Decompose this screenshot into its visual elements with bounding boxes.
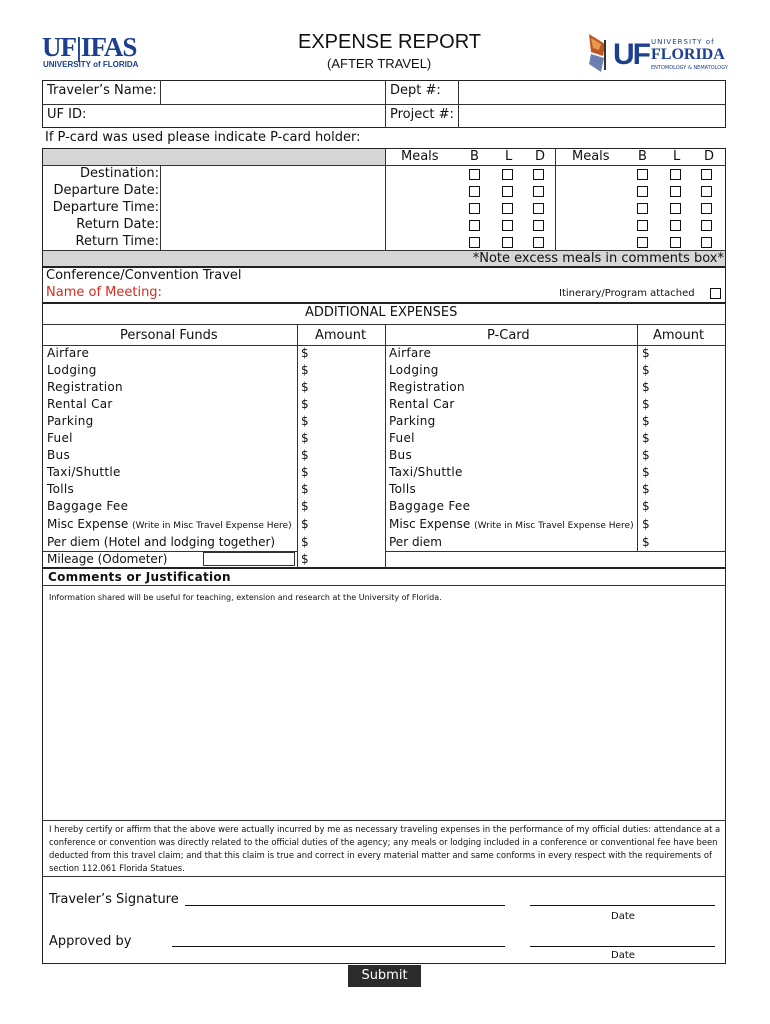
pcard-currency: $ — [642, 482, 650, 496]
uf-id-label: UF ID: — [47, 107, 87, 122]
lunch-checkbox[interactable] — [670, 169, 681, 180]
personal-amount-input[interactable] — [312, 465, 384, 481]
personal-expense-label: Registration — [47, 380, 123, 394]
misc-expense-label — [47, 517, 292, 531]
lunch-checkbox[interactable] — [670, 203, 681, 214]
meals-date-input[interactable] — [388, 166, 458, 248]
personal-funds-header: Personal Funds — [120, 328, 218, 343]
return-time-label: Return Time: — [75, 234, 159, 249]
pcard-amount-input[interactable] — [652, 499, 724, 515]
personal-currency: $ — [301, 465, 309, 479]
pcard-amount-input[interactable] — [652, 380, 724, 396]
dinner-checkbox[interactable] — [701, 203, 712, 214]
approved-by-line[interactable] — [172, 946, 505, 947]
destination-label: Destination: — [80, 166, 159, 181]
logo-florida: FLORIDA — [651, 46, 725, 63]
page-subtitle: (AFTER TRAVEL) — [327, 56, 432, 71]
breakfast-checkbox[interactable] — [637, 169, 648, 180]
itinerary-checkbox[interactable] — [710, 288, 721, 299]
pcard-currency: $ — [642, 448, 650, 462]
personal-currency: $ — [301, 397, 309, 411]
certification-text: I hereby certify or affirm that the above were actually incurred by me as necessary traveling expenses in the performance of my official duties: attendance at a conference or convention was directly related to the official duties of the agency; any meals or lodging included in a conference or conventional fee have been deducted from this travel claim; and that this claim is true and correct in every material matter and same conforms in every respect with the requirements of section 112.061 Florida Statues. — [49, 824, 721, 873]
breakfast-checkbox[interactable] — [469, 169, 480, 180]
return-time-input[interactable] — [162, 234, 384, 250]
meeting-name-label: Name of Meeting: — [46, 285, 162, 300]
personal-currency: $ — [301, 380, 309, 394]
breakfast-header-1: B — [470, 149, 479, 164]
personal-currency: $ — [301, 431, 309, 445]
breakfast-checkbox[interactable] — [469, 237, 480, 248]
breakfast-checkbox[interactable] — [637, 203, 648, 214]
per-diem-personal-label: Per diem (Hotel and lodging together) — [47, 535, 276, 549]
lunch-checkbox[interactable] — [502, 169, 513, 180]
lunch-checkbox[interactable] — [502, 203, 513, 214]
travelers-signature-line[interactable] — [185, 905, 505, 906]
lunch-checkbox[interactable] — [670, 186, 681, 197]
departure-date-input[interactable] — [162, 183, 384, 199]
mileage-label: Mileage (Odometer) — [47, 552, 168, 566]
personal-expense-label: Parking — [47, 414, 94, 428]
meeting-name-input[interactable] — [170, 284, 550, 301]
personal-amount-input[interactable] — [312, 363, 384, 379]
pcard-currency: $ — [642, 465, 650, 479]
pcard-expense-label: Baggage Fee — [389, 499, 471, 513]
signature-date-label: Date — [611, 911, 635, 922]
signature-date-line[interactable] — [530, 905, 715, 906]
breakfast-checkbox[interactable] — [469, 203, 480, 214]
personal-amount-input[interactable] — [312, 448, 384, 464]
project-label: Project #: — [390, 107, 454, 122]
breakfast-checkbox[interactable] — [637, 186, 648, 197]
submit-button[interactable] — [348, 965, 421, 987]
return-date-label: Return Date: — [76, 217, 159, 232]
ufifas-logo-sub: UNIVERSITY of FLORIDA — [43, 60, 139, 69]
logo-dept: ENTOMOLOGY & NEMATOLOGY — [651, 65, 728, 71]
personal-amount-input[interactable] — [312, 397, 384, 413]
pcard-currency: $ — [642, 499, 650, 513]
dinner-checkbox[interactable] — [701, 169, 712, 180]
excess-meals-note: *Note excess meals in comments box* — [472, 251, 724, 266]
personal-expense-label: Fuel — [47, 431, 73, 445]
personal-expense-label: Airfare — [47, 346, 90, 360]
pcard-currency: $ — [642, 517, 650, 531]
approved-date-line[interactable] — [530, 946, 715, 947]
pcard-currency: $ — [642, 431, 650, 445]
dinner-checkbox[interactable] — [533, 169, 544, 180]
pcard-holder-label: If P-card was used please indicate P-card holder: — [45, 130, 361, 145]
dinner-header-2: D — [704, 149, 715, 164]
breakfast-header-2: B — [638, 149, 647, 164]
breakfast-checkbox[interactable] — [469, 186, 480, 197]
pcard-currency: $ — [642, 346, 650, 360]
personal-amount-input[interactable] — [312, 431, 384, 447]
expenses-title: ADDITIONAL EXPENSES — [305, 305, 458, 320]
comments-textarea[interactable] — [44, 587, 724, 819]
logo-university-of: UNIVERSITY of — [651, 38, 715, 46]
pcard-amount-input[interactable] — [652, 363, 724, 379]
lunch-checkbox[interactable] — [670, 220, 681, 231]
pcard-amount-input[interactable] — [652, 431, 724, 447]
personal-currency: $ — [301, 552, 309, 566]
misc-expense-text: Misc Expense — [47, 517, 129, 531]
pcard-misc-label — [389, 517, 634, 531]
personal-currency: $ — [301, 482, 309, 496]
dinner-header-1: D — [535, 149, 546, 164]
pcard-expense-label: Parking — [389, 414, 436, 428]
pcard-holder-input[interactable] — [370, 129, 724, 146]
lunch-header-1: L — [505, 149, 513, 164]
pcard-expense-label: Lodging — [389, 363, 439, 377]
personal-expense-label: Taxi/Shuttle — [47, 465, 121, 479]
personal-amount-input[interactable] — [312, 482, 384, 498]
pcard-currency: $ — [642, 414, 650, 428]
project-input[interactable] — [460, 105, 724, 127]
pcard-currency: $ — [642, 397, 650, 411]
destination-input[interactable] — [162, 166, 384, 182]
approved-date-label: Date — [611, 950, 635, 961]
lunch-header-2: L — [673, 149, 681, 164]
departure-time-input[interactable] — [162, 200, 384, 216]
pcard-amount-input[interactable] — [652, 397, 724, 413]
personal-amount-header: Amount — [315, 328, 367, 343]
dinner-checkbox[interactable] — [533, 186, 544, 197]
personal-amount-input[interactable] — [312, 346, 384, 362]
comments-title: Comments or Justification — [48, 570, 231, 584]
personal-expense-label: Tolls — [47, 482, 75, 496]
pcard-expense-label: Taxi/Shuttle — [389, 465, 463, 479]
travelers-name-label: Traveler’s Name: — [47, 83, 157, 98]
pcard-currency: $ — [642, 363, 650, 377]
dinner-checkbox[interactable] — [533, 203, 544, 214]
pcard-expense-label: Bus — [389, 448, 412, 462]
pcard-expense-label: Tolls — [389, 482, 417, 496]
uf-monogram: UF — [613, 38, 649, 71]
meals-header-1: Meals — [401, 149, 439, 164]
departure-date-label: Departure Date: — [53, 183, 159, 198]
personal-currency: $ — [301, 346, 309, 360]
personal-currency: $ — [301, 535, 309, 549]
personal-expense-label: Baggage Fee — [47, 499, 129, 513]
ufifas-logo-text: UF|IFAS — [42, 32, 137, 62]
pcard-misc-text: Misc Expense — [389, 517, 471, 531]
uf-florida-logo — [585, 30, 730, 75]
meals-date-input[interactable] — [558, 166, 628, 248]
pcard-amount-header: Amount — [653, 328, 705, 343]
dept-input[interactable] — [460, 81, 724, 103]
dinner-checkbox[interactable] — [533, 237, 544, 248]
mileage-input[interactable] — [203, 552, 295, 566]
lunch-checkbox[interactable] — [502, 220, 513, 231]
breakfast-checkbox[interactable] — [637, 220, 648, 231]
pcard-header: P-Card — [487, 328, 530, 343]
pcard-expense-label: Airfare — [389, 346, 432, 360]
personal-expense-label: Rental Car — [47, 397, 113, 411]
conference-title: Conference/Convention Travel — [46, 268, 242, 283]
lunch-checkbox[interactable] — [670, 237, 681, 248]
personal-expense-label: Bus — [47, 448, 70, 462]
misc-expense-note: (Write in Misc Travel Expense Here) — [132, 521, 292, 531]
personal-currency: $ — [301, 363, 309, 377]
personal-currency: $ — [301, 414, 309, 428]
submit-label: Submit — [361, 968, 408, 983]
departure-time-label: Departure Time: — [52, 200, 159, 215]
per-diem-pcard-label: Per diem — [389, 535, 442, 549]
pcard-amount-input[interactable] — [652, 448, 724, 464]
pcard-expense-label: Rental Car — [389, 397, 455, 411]
pcard-amount-input[interactable] — [652, 346, 724, 362]
personal-currency: $ — [301, 448, 309, 462]
return-date-input[interactable] — [162, 217, 384, 233]
comments-text: Information shared will be useful for teaching, extension and research at the University of Florida. — [49, 593, 442, 602]
meals-header-2: Meals — [572, 149, 610, 164]
page-title: EXPENSE REPORT — [298, 31, 482, 53]
travelers-signature-label: Traveler’s Signature — [49, 892, 179, 907]
dinner-checkbox[interactable] — [533, 220, 544, 231]
uf-id-input[interactable] — [110, 105, 384, 127]
personal-currency: $ — [301, 517, 309, 531]
lunch-checkbox[interactable] — [502, 237, 513, 248]
breakfast-checkbox[interactable] — [469, 220, 480, 231]
breakfast-checkbox[interactable] — [637, 237, 648, 248]
pcard-expense-label: Fuel — [389, 431, 415, 445]
personal-currency: $ — [301, 499, 309, 513]
pcard-amount-input[interactable] — [652, 482, 724, 498]
personal-amount-input[interactable] — [312, 414, 384, 430]
dinner-checkbox[interactable] — [701, 237, 712, 248]
pcard-currency: $ — [642, 380, 650, 394]
dinner-checkbox[interactable] — [701, 220, 712, 231]
dinner-checkbox[interactable] — [701, 186, 712, 197]
dept-label: Dept #: — [390, 83, 441, 98]
pcard-amount-input[interactable] — [652, 414, 724, 430]
pcard-currency: $ — [642, 535, 650, 549]
ufifas-logo — [42, 32, 157, 72]
lunch-checkbox[interactable] — [502, 186, 513, 197]
personal-expense-label: Lodging — [47, 363, 97, 377]
approved-by-label: Approved by — [49, 934, 132, 949]
personal-amount-input[interactable] — [312, 380, 384, 396]
pcard-misc-note: (Write in Misc Travel Expense Here) — [474, 521, 634, 531]
travelers-name-input[interactable] — [162, 81, 384, 103]
itinerary-label: Itinerary/Program attached — [559, 288, 695, 299]
personal-amount-input[interactable] — [312, 499, 384, 515]
pcard-amount-input[interactable] — [652, 465, 724, 481]
pcard-expense-label: Registration — [389, 380, 465, 394]
